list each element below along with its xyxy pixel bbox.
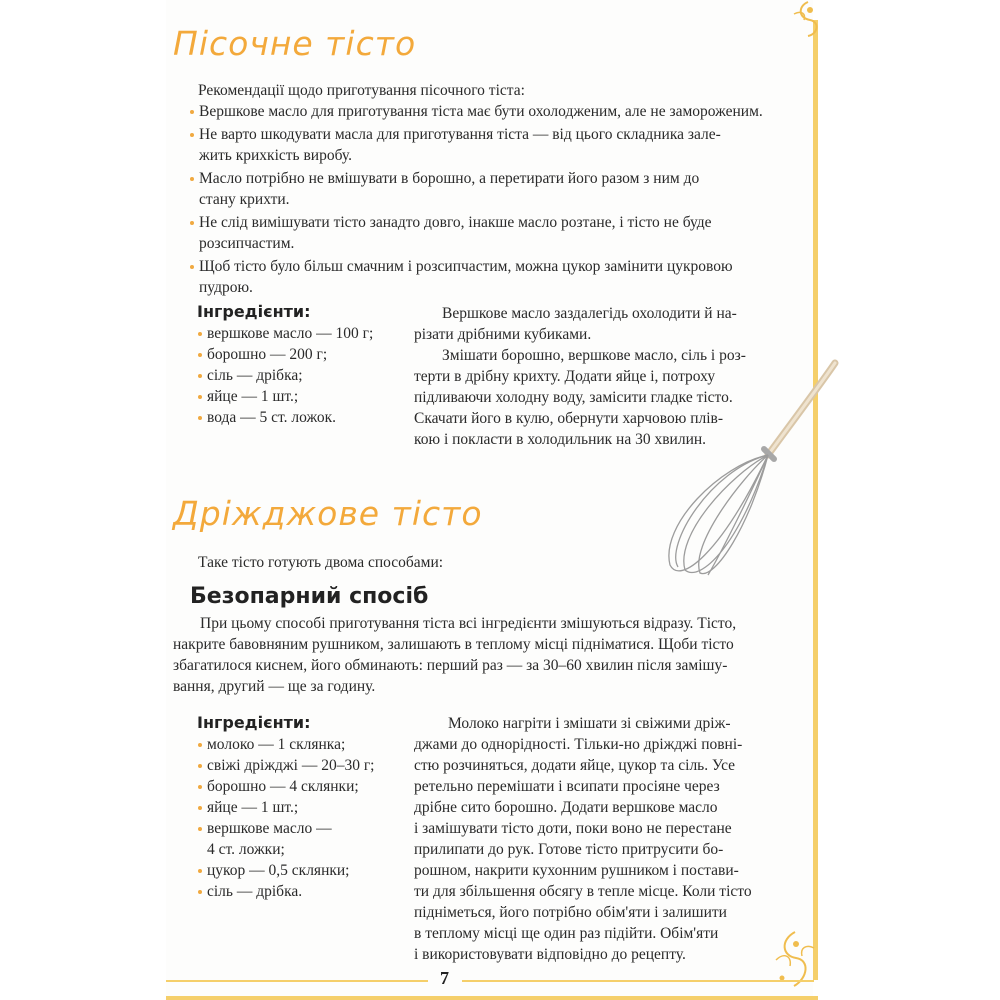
- tip-item: Не слід вимішувати тісто занадто довго, інакше масло розтане, і тісто не буде розсипчастим.: [190, 212, 770, 254]
- section-title-yeast: Дріжджове тісто: [173, 494, 483, 533]
- ingredient-item: свіжі дріжджі — 20–30 г;: [198, 755, 418, 776]
- page-number-line-right: [462, 980, 814, 982]
- ingredient-item: вершкове масло — 100 г;: [198, 323, 418, 344]
- method-text: Вершкове масло заздалегідь охолодити й на- різати дрібними кубиками. Змішати борошно, вершкове масло, сіль і роз- терти в дрібну крихту. Додати яйце і, потроху підливаючи холодну воду, замісити гладке тісто. Скачати його в кулю, обернути харчовою плів- кою і покласти в холодильник на 30 хвилин.: [414, 305, 746, 448]
- tip-item: Масло потрібно не вмішувати в борошно, а перетирати його разом з ним до стану крихти.: [190, 168, 770, 210]
- ingredient-item: сіль — дрібка.: [198, 881, 418, 902]
- subsection-title: Безопарний спосіб: [190, 584, 429, 609]
- ingredients-list: [198, 734, 418, 902]
- tip-item: Щоб тісто було більш смачним і розсипчастим, можна цукор замінити цукровою пудрою.: [190, 256, 770, 298]
- ingredient-item: молоко — 1 склянка;: [198, 734, 418, 755]
- ingredient-item: яйце — 1 шт.;: [198, 386, 418, 407]
- corner-ornament-bottom-icon: [770, 930, 820, 995]
- page-frame-bottom: [166, 996, 818, 1000]
- ingredient-item: цукор — 0,5 склянки;: [198, 860, 418, 881]
- ingredients-title: Інгредієнти:: [197, 713, 311, 732]
- ingredient-item: сіль — дрібка;: [198, 365, 418, 386]
- page-number: 7: [440, 968, 449, 988]
- tips-list: [190, 101, 770, 298]
- ingredients-list: [198, 323, 418, 428]
- section-title-shortcrust: Пісочне тісто: [173, 24, 417, 63]
- page-number-line-left: [166, 980, 428, 982]
- ingredient-item: борошно — 200 г;: [198, 344, 418, 365]
- ingredient-item: вершкове масло — 4 ст. ложки;: [198, 818, 418, 860]
- ingredient-item: яйце — 1 шт.;: [198, 797, 418, 818]
- corner-ornament-top-icon: [788, 0, 828, 40]
- ingredient-item: борошно — 4 склянки;: [198, 776, 418, 797]
- section-intro: Таке тісто готують двома способами:: [198, 554, 444, 571]
- tip-item: Не варто шкодувати масла для приготування тіста — від цього складника зале- жить крихкість виробу.: [190, 124, 770, 166]
- ingredient-item: вода — 5 ст. ложок.: [198, 407, 418, 428]
- section-intro: Рекомендації щодо приготування пісочного тіста:: [198, 82, 525, 99]
- whisk-illustration-icon: [650, 355, 840, 585]
- tip-item: Вершкове масло для приготування тіста має бути охолодженим, але не замороженим.: [190, 101, 770, 122]
- paragraph-text: При цьому способі приготування тіста всі інгредієнти змішуються відразу. Тісто, накрите бавовняним рушником, залишають в теплому місці підніматися. Щоби тісто збагатилося киснем, його обминають: перший раз — за 30–60 хвилин після замішу- вання, другий — ще за годину.: [173, 615, 737, 695]
- ingredients-title: Інгредієнти:: [197, 302, 311, 321]
- method-text: Молоко нагріти і змішати зі свіжими дріж- джами до однорідності. Тільки-но дріжджі повні- стю розчиняться, додати яйце, цукор та сіль. Усе ретельно перемішати і всипати просіяне через дрібне сито борошно. Додати вершкове масло і замішувати тісто доти, поки воно не перестане прилипати до рук. Готове тісто притрусити бо- рошном, накрити кухонним рушником і постави- ти для збільшення обсягу в тепле місце. Коли тісто підніметься, його потрібно обім'яти і залишити в теплому місці ще один раз підійти. Обім'яти і використовувати відповідно до рецепту.: [414, 715, 752, 963]
